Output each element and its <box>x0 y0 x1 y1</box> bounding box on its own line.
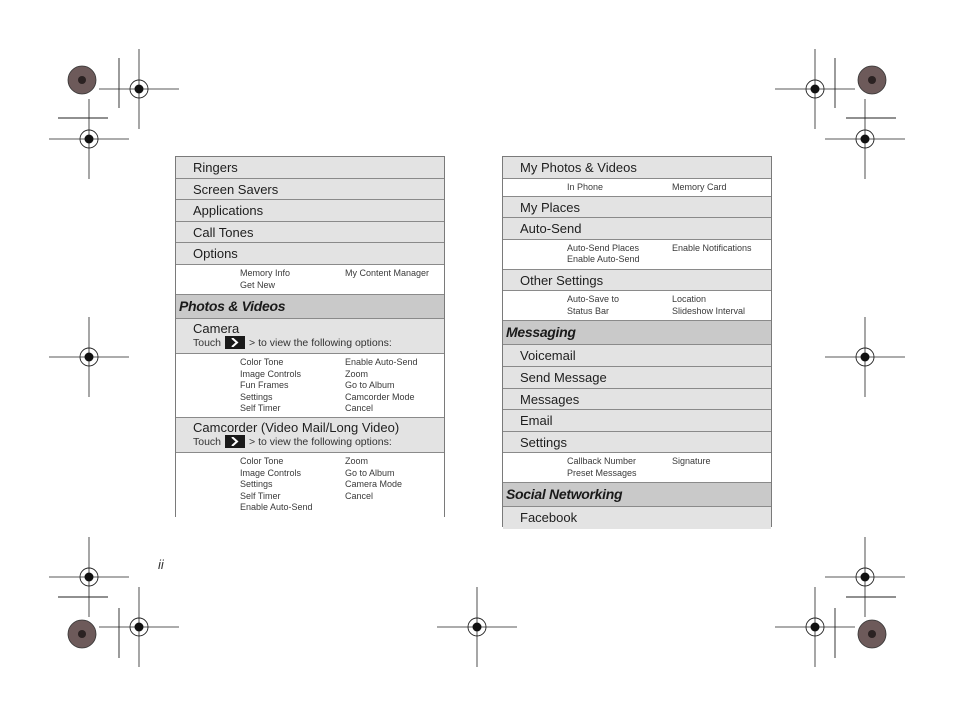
chevron-right-icon <box>225 435 245 448</box>
menu-item-other-settings[interactable]: Other Settings <box>503 270 771 292</box>
section-header-photos-videos: Photos & Videos <box>176 295 444 319</box>
submenu-option: Location <box>672 294 707 305</box>
touch-label: Touch <box>193 435 222 448</box>
submenu-option: Self Timer <box>240 490 281 501</box>
color-bar-icon <box>858 66 886 94</box>
submenu-option: Callback Number <box>567 456 637 467</box>
color-bar-icon <box>858 620 886 648</box>
menu-item-auto-send[interactable]: Auto-Send <box>503 218 771 240</box>
submenu-option: Fun Frames <box>240 380 289 391</box>
submenu-option: Get New <box>240 279 276 290</box>
submenu-option: Slideshow Interval <box>672 305 746 316</box>
submenu-option: Image Controls <box>240 467 302 478</box>
options-submenu <box>176 265 444 295</box>
submenu-option: Go to Album <box>345 380 395 391</box>
right-menu-table <box>502 156 772 527</box>
camera-submenu <box>176 354 444 418</box>
color-bar-icon <box>68 66 96 94</box>
menu-item-applications[interactable]: Applications <box>176 200 444 222</box>
camcorder-title: Camcorder (Video Mail/Long Video) <box>193 419 400 435</box>
menu-item-ringers[interactable]: Ringers <box>176 157 444 179</box>
submenu-option: In Phone <box>567 181 604 192</box>
submenu-option: Camera Mode <box>345 479 403 490</box>
menu-item-my-places[interactable]: My Places <box>503 197 771 219</box>
camcorder-submenu <box>176 453 444 517</box>
menu-item-send-message[interactable]: Send Message <box>503 367 771 389</box>
submenu-option: Enable Auto-Send <box>567 254 640 265</box>
submenu-option: Cancel <box>345 490 374 501</box>
auto-send-submenu <box>503 240 771 270</box>
submenu-option: My Content Manager <box>345 267 430 278</box>
menu-item-voicemail[interactable]: Voicemail <box>503 345 771 367</box>
submenu-option: Self Timer <box>240 403 281 414</box>
submenu-option: Enable Auto-Send <box>240 502 313 513</box>
submenu-option: Signature <box>672 456 711 467</box>
page-number: ii <box>158 557 164 572</box>
submenu-option: Zoom <box>345 368 369 379</box>
submenu-option: Camcorder Mode <box>345 391 415 402</box>
menu-item-messages[interactable]: Messages <box>503 389 771 411</box>
submenu-option: Auto-Save to <box>567 294 620 305</box>
menu-item-camera[interactable] <box>176 319 444 354</box>
submenu-option: Image Controls <box>240 368 302 379</box>
camera-title: Camera <box>193 320 240 336</box>
submenu-option: Zoom <box>345 455 369 466</box>
other-settings-submenu <box>503 291 771 321</box>
submenu-option: Memory Card <box>672 181 727 192</box>
left-menu-table <box>175 156 445 517</box>
color-bar-icon <box>68 620 96 648</box>
submenu-option: Go to Album <box>345 467 395 478</box>
settings-submenu <box>503 453 771 483</box>
submenu-option: Color Tone <box>240 356 284 367</box>
submenu-option: Cancel <box>345 403 374 414</box>
submenu-option: Enable Auto-Send <box>345 356 418 367</box>
menu-item-screen-savers[interactable]: Screen Savers <box>176 179 444 201</box>
menu-item-call-tones[interactable]: Call Tones <box>176 222 444 244</box>
menu-item-settings[interactable]: Settings <box>503 432 771 454</box>
submenu-option: Status Bar <box>567 305 610 316</box>
menu-item-options[interactable]: Options <box>176 243 444 265</box>
menu-item-facebook[interactable]: Facebook <box>503 507 771 529</box>
menu-item-camcorder[interactable] <box>176 418 444 453</box>
submenu-option: Preset Messages <box>567 467 637 478</box>
submenu-option: Color Tone <box>240 455 284 466</box>
touch-label: Touch <box>193 336 222 349</box>
photos-submenu <box>503 179 771 197</box>
submenu-option: Auto-Send Places <box>567 242 640 253</box>
submenu-option: Settings <box>240 479 273 490</box>
instruction-text: > to view the following options: <box>249 336 392 349</box>
submenu-option: Enable Notifications <box>672 242 752 253</box>
submenu-option: Settings <box>240 391 273 402</box>
section-header-social-networking: Social Networking <box>503 483 771 507</box>
section-header-messaging: Messaging <box>503 321 771 345</box>
submenu-option: Memory Info <box>240 267 291 278</box>
menu-item-my-photos-videos[interactable]: My Photos & Videos <box>503 157 771 179</box>
instruction-text: > to view the following options: <box>249 435 392 448</box>
chevron-right-icon <box>225 336 245 349</box>
menu-item-email[interactable]: Email <box>503 410 771 432</box>
